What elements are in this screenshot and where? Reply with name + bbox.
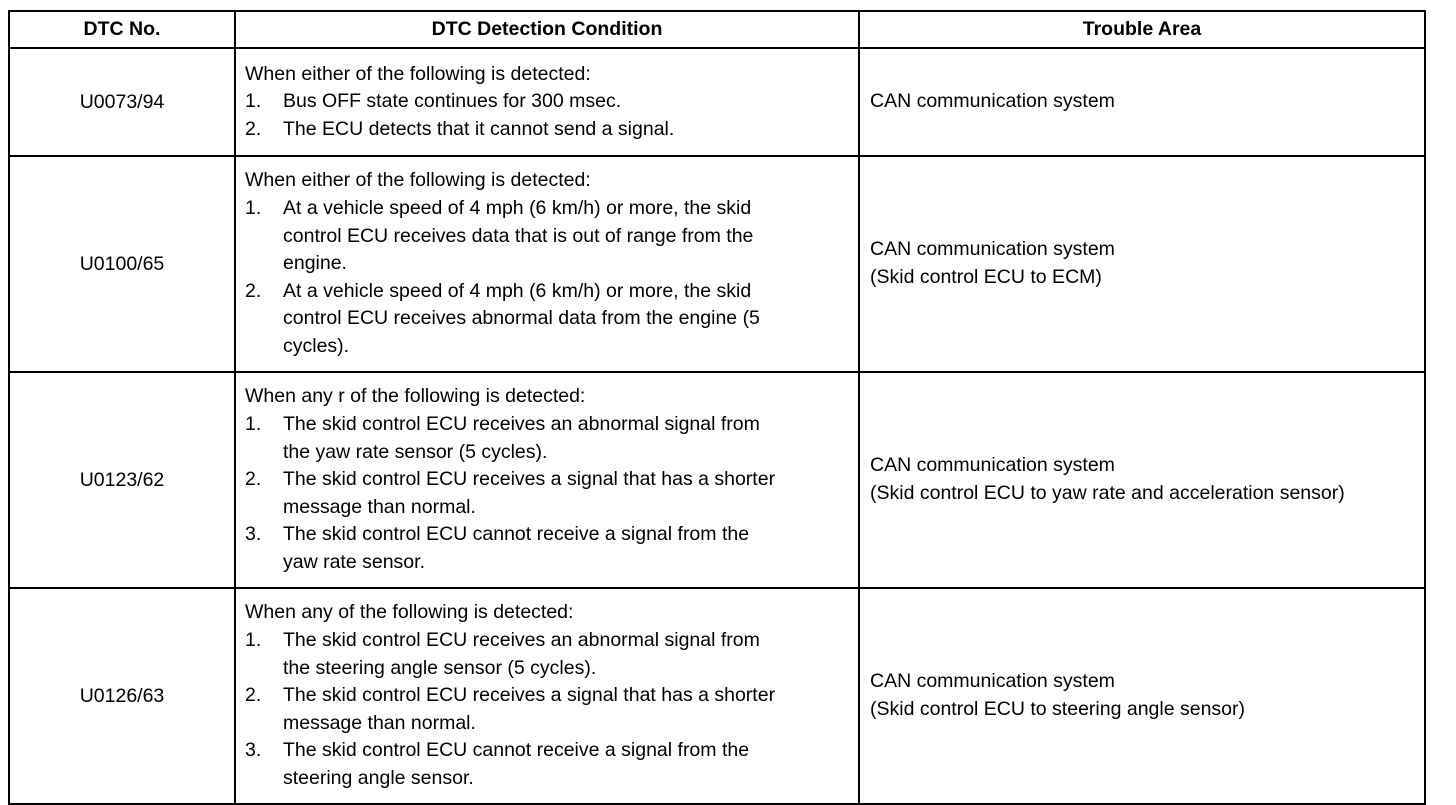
item-line: The skid control ECU receives a signal that has a shorter [283,684,776,707]
detection-condition [235,372,859,588]
area-line: (Skid control ECU to ECM) [870,266,1102,288]
item-line: message than normal. [283,495,476,518]
item-line: The ECU detects that it cannot send a signal. [283,117,675,140]
item-line: control ECU receives abnormal data from the engine (5 [283,307,760,330]
dtc-table [8,10,1426,805]
condition-intro: When either of the following is detected: [245,169,591,192]
item-number: 2. [245,468,262,491]
detection-condition [235,48,859,156]
item-line: The skid control ECU receives an abnormal signal from [283,413,760,436]
item-line: message than normal. [283,711,476,734]
condition-list [245,627,850,793]
item-text [283,411,850,466]
area-line: CAN communication system [870,90,1115,113]
item-number: 2. [245,684,262,707]
item-line: the yaw rate sensor (5 cycles). [283,440,548,463]
item-number: 1. [245,197,262,220]
condition-item [245,466,850,521]
header-row [9,11,1425,48]
item-number: 2. [245,279,262,302]
condition-item [245,682,850,737]
item-line: At a vehicle speed of 4 mph (6 km/h) or more, the skid [283,279,752,302]
item-line: cycles). [283,334,350,357]
header-trouble-area: Trouble Area [859,11,1425,48]
item-line: the steering angle sensor (5 cycles). [283,656,597,679]
area-line: CAN communication system [870,670,1115,693]
condition-list [245,88,850,143]
dtc-code: U0073/94 [9,48,235,156]
header-detection-condition: DTC Detection Condition [235,11,859,48]
item-line: control ECU receives data that is out of range from the [283,224,754,247]
item-text [283,88,850,116]
area-line: (Skid control ECU to steering angle sensor) [870,698,1246,720]
condition-item [245,737,850,792]
condition-item [245,88,850,116]
table-header [9,11,1425,48]
condition-intro: When any r of the following is detected: [245,385,586,408]
detection-condition [235,156,859,372]
item-text [283,682,850,737]
dtc-code: U0126/63 [9,588,235,804]
condition-item [245,195,850,278]
trouble-area [859,48,1425,156]
item-line: The skid control ECU cannot receive a signal from the [283,739,750,762]
item-text [283,278,850,361]
table-row [9,588,1425,804]
trouble-area [859,372,1425,588]
item-line: yaw rate sensor. [283,550,425,573]
item-number: 1. [245,90,262,113]
condition-item [245,278,850,361]
detection-condition [235,588,859,804]
item-line: The skid control ECU receives an abnormal signal from [283,629,760,652]
item-number: 1. [245,629,262,652]
condition-item [245,627,850,682]
item-line: The skid control ECU cannot receive a signal from the [283,523,750,546]
item-number: 2. [245,117,262,140]
item-text [283,116,850,144]
item-number: 3. [245,523,262,546]
item-number: 1. [245,413,262,436]
dtc-code: U0123/62 [9,372,235,588]
item-number: 3. [245,739,262,762]
area-line: CAN communication system [870,238,1115,261]
trouble-area [859,156,1425,372]
condition-intro: When either of the following is detected: [245,62,591,85]
item-line: engine. [283,252,347,275]
item-line: The skid control ECU receives a signal that has a shorter [283,468,776,491]
item-text [283,737,850,792]
table-row [9,48,1425,156]
item-text [283,466,850,521]
item-line: At a vehicle speed of 4 mph (6 km/h) or more, the skid [283,197,752,220]
area-line: (Skid control ECU to yaw rate and acceleration sensor) [870,482,1345,504]
item-line: Bus OFF state continues for 300 msec. [283,90,622,113]
table-body [9,48,1425,804]
condition-item [245,411,850,466]
condition-list [245,411,850,577]
condition-intro: When any of the following is detected: [245,601,574,624]
condition-list [245,195,850,361]
dtc-code: U0100/65 [9,156,235,372]
area-line: CAN communication system [870,454,1115,477]
table-row [9,156,1425,372]
header-dtc-no: DTC No. [9,11,235,48]
item-text [283,195,850,278]
item-text [283,521,850,576]
item-text [283,627,850,682]
condition-item [245,521,850,576]
trouble-area [859,588,1425,804]
item-line: steering angle sensor. [283,766,474,789]
condition-item [245,116,850,144]
table-row [9,372,1425,588]
